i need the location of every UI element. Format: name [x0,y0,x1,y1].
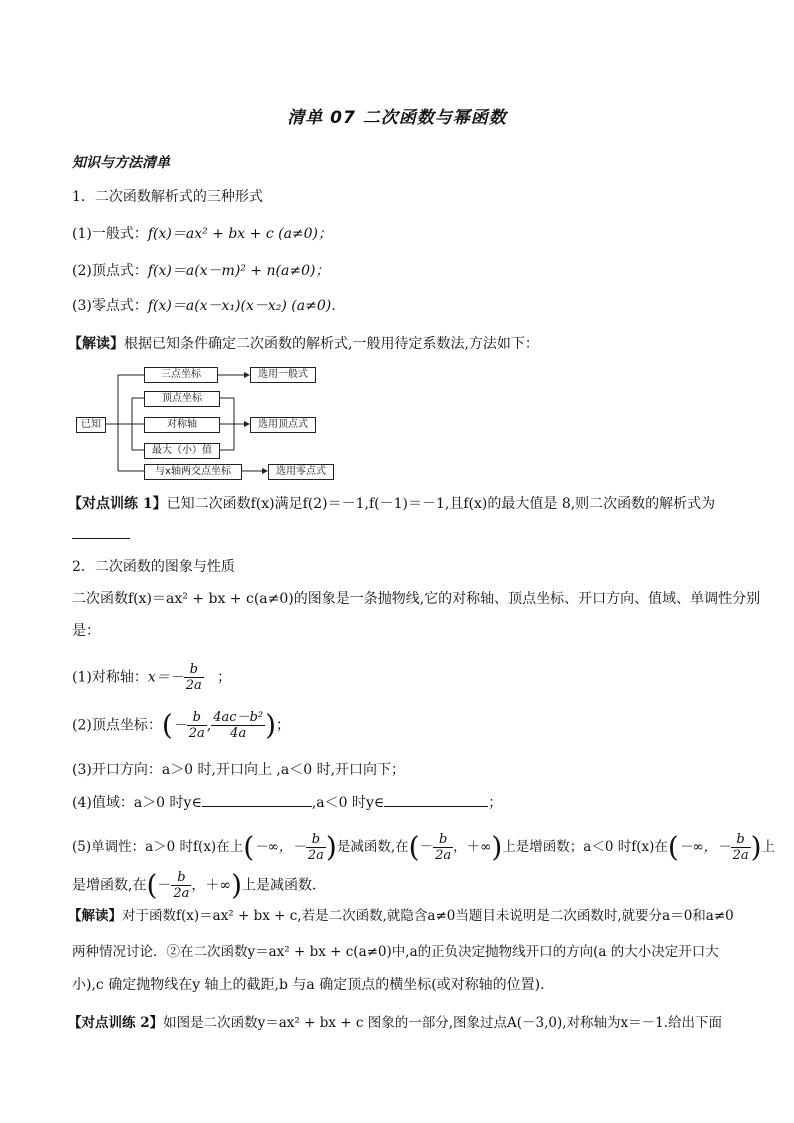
formula-zero-label: (3)零点式： [72,298,148,314]
mono-den-4: 2a [173,886,190,901]
range-blank-1 [202,792,312,807]
flow-three-points: 三点坐标 [144,367,218,383]
mono-num-4: b [171,870,191,886]
property-axis-pre: x＝－ [147,669,184,686]
range-a: (4)值域：a＞0 时y∈ [72,795,202,811]
vertex-frac-1 [187,710,207,741]
vertex-den-1: 2a [188,726,205,741]
range-blank-2 [384,792,488,807]
formula-general [72,224,332,244]
jiedu-1-tag: 【解读】 [68,336,124,352]
property-monotonic-line-2: 是增函数,在(－ $\frac{b}{2a}$ ，＋∞)上是减函数． [72,868,327,902]
formula-general-label: (1)一般式： [72,226,148,242]
mono-num-2: b [433,832,453,848]
jiedu-2-line-1 [68,906,734,926]
section-heading: 知识与方法清单 [72,155,170,171]
axis-num: b [184,662,204,678]
axis-fraction [184,662,204,693]
jiedu-1-text: 根据已知条件确定二次函数的解析式,一般用待定系数法,方法如下： [124,336,539,352]
property-monotonic-line-1: (5)单调性：a＞0 时f(x)在上(－∞，－ $\frac{b}{2a}$ )是减函数,在(－ $\frac{b}{2a}$ ，＋∞)上是增函数；a＜0 时f(x)在(－∞，－ $\frac{b}{2a}$ )上 [72,830,776,864]
mono-inf-1: －∞，－ [254,839,306,855]
training-1-blank [72,524,130,545]
formula-vertex [72,261,329,281]
flow-vertex-coord: 顶点坐标 [144,391,220,407]
formula-zero [72,296,345,316]
property-opening: (3)开口方向：a＞0 时,开口向上 ,a＜0 时,开口向下； [72,762,406,778]
property-vertex-label: (2)顶点坐标： [72,717,162,734]
mono-inf-2: －∞，－ [678,839,731,855]
jiedu-2-text: 对于函数f(x)＝ax² + bx + c,若是二次函数,就隐含a≠0当题目未说明是二次函数时,就要分a＝0和a≠0 [122,908,734,924]
mono-den-1: 2a [307,848,324,863]
formula-zero-expr: f(x)＝a(x－x₁)(x－x₂) (a≠0)． [147,298,346,314]
training-1-tag: 【对点训练 1】 [68,496,167,512]
para-2-line-1: 二次函数f(x)＝ax² + bx + c(a≠0)的图象是一条抛物线,它的对称轴、顶点坐标、开口方向、值域、单调性分别 [72,591,761,607]
flow-x-intercepts: 与x轴两交点坐标 [144,464,242,480]
formula-vertex-expr: f(x)＝a(x－m)² + n(a≠0)； [147,263,330,279]
heading-1: 1．二次函数解析式的三种形式 [72,189,263,205]
mono-l1a: (5)单调性：a＞0 时f(x)在上 [72,839,244,855]
mono-l2b: 上是减函数． [242,877,327,894]
mono-l1c: 上是增函数；a＜0 时f(x)在 [502,839,668,855]
mono-num-1: b [306,832,326,848]
heading-2: 2．二次函数的图象与性质 [72,559,235,575]
axis-den: 2a [185,678,202,693]
jiedu-1 [68,334,539,354]
axis-tail: ； [217,669,232,686]
flow-use-general: 选用一般式 [250,367,316,383]
vertex-frac-2 [211,710,265,741]
jiedu-2-tag: 【解读】 [68,908,122,924]
range-c: ； [488,795,503,811]
vertex-tail: ； [276,717,291,734]
mono-l2a: 是增函数,在 [72,877,147,894]
jiedu-2-line-2: 两种情况讨论．②在二次函数y＝ax² + bx + c(a≠0)中,a的正负决定抛物线开口的方向(a 的大小决定开口大 [72,944,719,960]
answer-blank [72,524,130,539]
mono-pinf-1: ，＋∞ [453,839,492,855]
formula-general-expr: f(x)＝ax² + bx + c (a≠0)； [147,226,333,242]
training-2-tag: 【对点训练 2】 [68,1015,164,1031]
property-range [72,792,502,813]
flow-axis: 对称轴 [144,417,220,433]
training-2 [68,1013,722,1033]
vertex-num-1: b [187,710,207,726]
flow-use-zero: 选用零点式 [268,464,334,480]
para-2-line-2: 是： [72,623,100,639]
training-1-text: 已知二次函数f(x)满足f(2)＝－1,f(－1)＝－1,且f(x)的最大值是 8,则二次函数的解析式为 [166,496,716,512]
flow-extreme: 最大（小）值 [144,443,220,459]
jiedu-2-line-3: 小),c 确定抛物线在y 轴上的截距,b 与a 确定顶点的横坐标(或对称轴的位置)． [72,977,555,993]
range-b: ,a＜0 时y∈ [311,795,385,811]
training-1 [68,494,715,514]
mono-den-2: 2a [435,848,452,863]
mono-l1b: 是减函数,在 [336,839,409,855]
vertex-den-2: 4a [230,726,247,741]
formula-vertex-label: (2)顶点式： [72,263,148,279]
property-axis-label: (1)对称轴： [72,669,148,686]
property-axis [72,662,231,693]
flow-use-vertex: 选用顶点式 [250,417,316,433]
mono-den-3: 2a [732,848,749,863]
page-title: 清单 07 二次函数与幂函数 [287,108,507,128]
mono-l1d: 上 [761,839,776,855]
mono-num-3: b [731,832,751,848]
mono-pinf-2: ，＋∞ [191,877,232,894]
property-vertex: (2)顶点坐标：(－ $\frac{b}{2a}$ , $\frac{\text{4ac－b²}}{4a}$ )； [72,708,291,742]
training-2-text: 如图是二次函数y＝ax² + bx + c 图象的一部分,图象过点A(－3,0),对称轴为x＝－1.给出下面 [163,1015,723,1031]
flow-known: 已知 [76,417,106,433]
vertex-num-2: 4ac－b² [213,710,264,725]
